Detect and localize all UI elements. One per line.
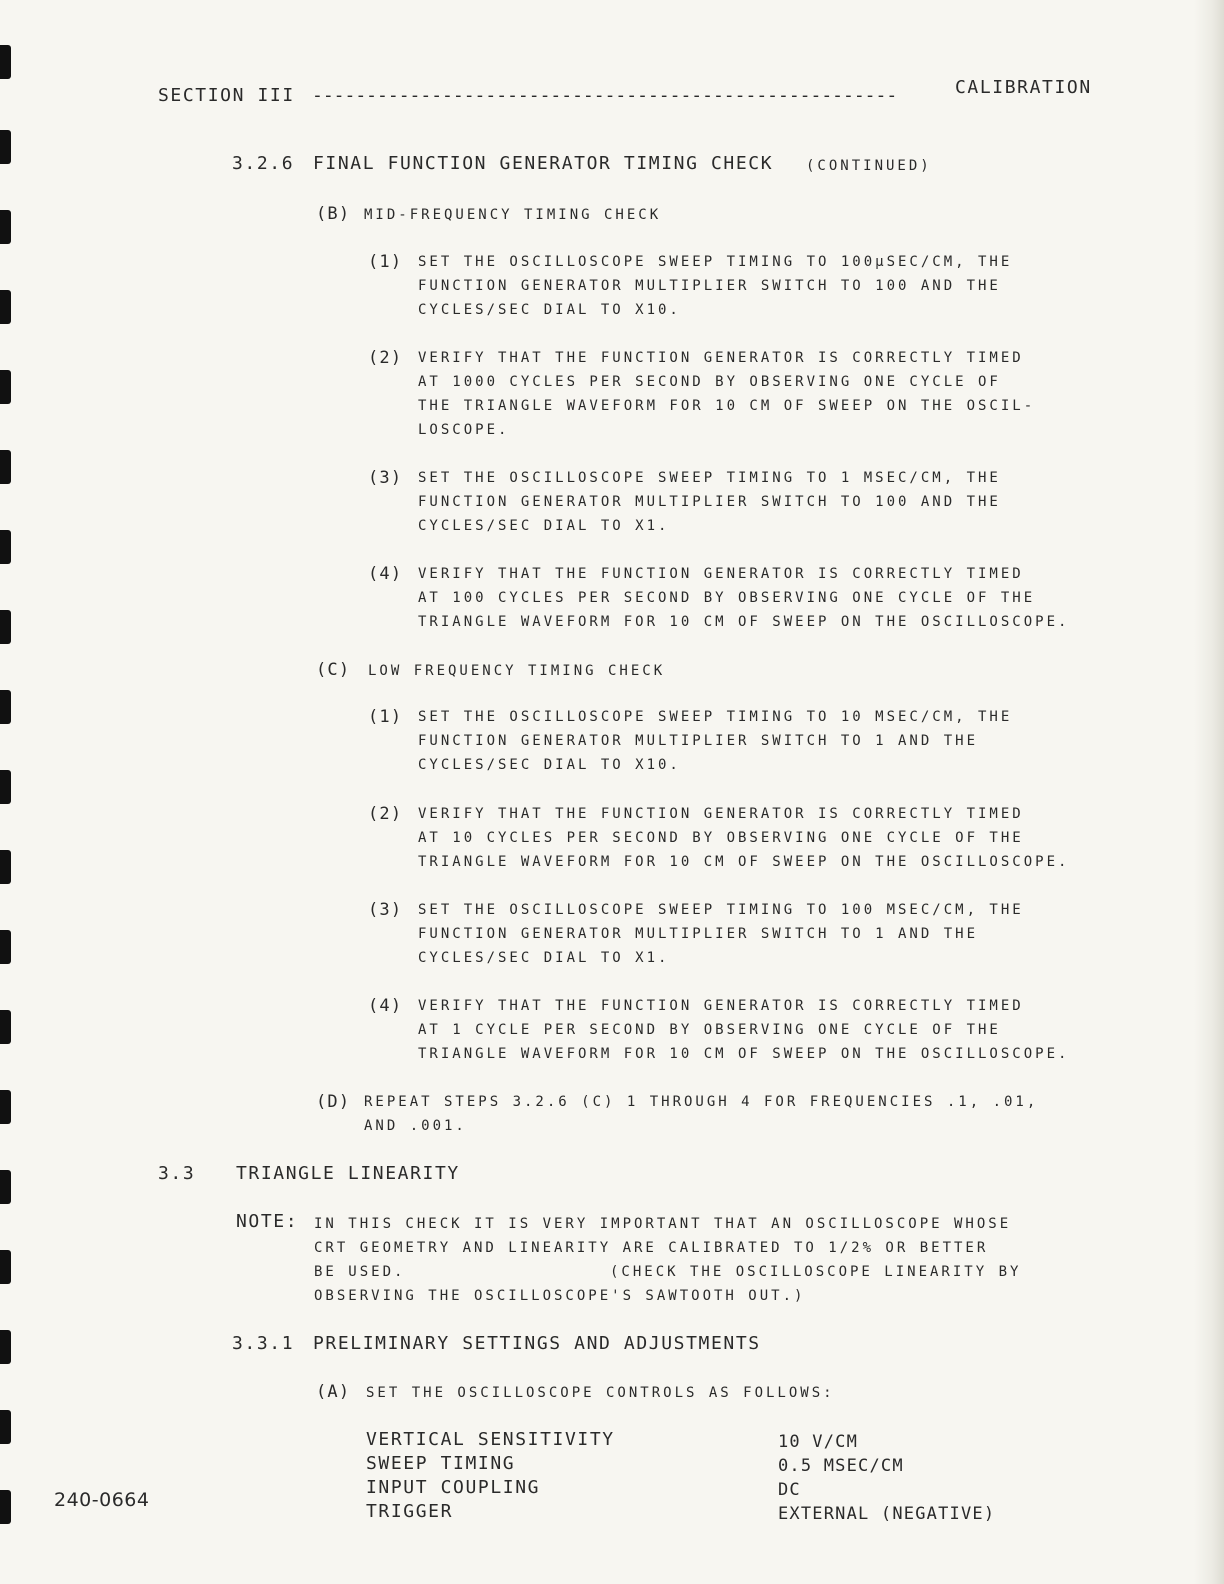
step-line: FUNCTION GENERATOR MULTIPLIER SWITCH TO 100 AND THE (418, 278, 1001, 294)
setting-value: DC (778, 1480, 801, 1500)
section-label: SECTION III (158, 85, 295, 106)
note-line: OBSERVING THE OSCILLOSCOPE'S SAWTOOTH OUT.) (314, 1288, 806, 1304)
punch-mark (0, 770, 11, 804)
punch-mark (0, 1010, 11, 1044)
punch-mark (0, 130, 11, 164)
step-line: VERIFY THAT THE FUNCTION GENERATOR IS CORRECTLY TIMED (418, 566, 1024, 582)
step-number: (4) (368, 996, 403, 1016)
note-line: CRT GEOMETRY AND LINEARITY ARE CALIBRATED TO 1/2% OR BETTER (314, 1240, 989, 1256)
note-line: IN THIS CHECK IT IS VERY IMPORTANT THAT AN OSCILLOSCOPE WHOSE (314, 1216, 1012, 1232)
punch-mark (0, 45, 11, 79)
step-number: (4) (368, 564, 403, 584)
punch-mark (0, 1170, 11, 1204)
punch-mark (0, 210, 11, 244)
step-number: (1) (368, 252, 403, 272)
step-number: (3) (368, 468, 403, 488)
step-line: SET THE OSCILLOSCOPE SWEEP TIMING TO 10 MSEC/CM, THE (418, 709, 1013, 725)
section-title: CALIBRATION (955, 77, 1092, 98)
step-line: FUNCTION GENERATOR MULTIPLIER SWITCH TO 1 AND THE (418, 926, 979, 942)
setting-name: TRIGGER (366, 1501, 454, 1522)
punch-mark (0, 450, 11, 484)
section-heading-3-3-1: PRELIMINARY SETTINGS AND ADJUSTMENTS (313, 1333, 761, 1354)
step-line: SET THE OSCILLOSCOPE SWEEP TIMING TO 100µSEC/CM, THE (418, 254, 1013, 270)
step-line: VERIFY THAT THE FUNCTION GENERATOR IS CORRECTLY TIMED (418, 350, 1024, 366)
step-line: SET THE OSCILLOSCOPE SWEEP TIMING TO 100 MSEC/CM, THE (418, 902, 1024, 918)
section-heading-3-3: TRIANGLE LINEARITY (236, 1163, 460, 1184)
subsection-label-d: (D) (316, 1092, 351, 1112)
note-line: (CHECK THE OSCILLOSCOPE LINEARITY BY (610, 1264, 1022, 1280)
subsection-text-a: SET THE OSCILLOSCOPE CONTROLS AS FOLLOWS: (366, 1385, 835, 1401)
punch-mark (0, 1250, 11, 1284)
punch-mark (0, 1410, 11, 1444)
step-line: THE TRIANGLE WAVEFORM FOR 10 CM OF SWEEP ON THE OSCIL- (418, 398, 1036, 414)
continued-note: (CONTINUED) (806, 158, 932, 174)
punch-mark (0, 370, 11, 404)
subsection-label-a: (A) (316, 1382, 351, 1402)
repeat-line: REPEAT STEPS 3.2.6 (C) 1 THROUGH 4 FOR FREQUENCIES .1, .01, (364, 1094, 1039, 1110)
punch-mark (0, 290, 11, 324)
note-line: BE USED. (314, 1264, 406, 1280)
step-line: LOSCOPE. (418, 422, 510, 438)
section-heading-3-2-6: FINAL FUNCTION GENERATOR TIMING CHECK (313, 153, 774, 174)
section-number-3-2-6: 3.2.6 (232, 153, 295, 174)
subsection-label-b: (B) (316, 204, 351, 224)
step-line: VERIFY THAT THE FUNCTION GENERATOR IS CORRECTLY TIMED (418, 998, 1024, 1014)
step-line: CYCLES/SEC DIAL TO X10. (418, 757, 681, 773)
punch-mark (0, 1490, 11, 1524)
punch-mark (0, 690, 11, 724)
step-number: (2) (368, 804, 403, 824)
setting-value: 0.5 MSEC/CM (778, 1456, 904, 1476)
step-number: (1) (368, 707, 403, 727)
document-number: 240-0664 (54, 1489, 150, 1511)
step-line: AT 100 CYCLES PER SECOND BY OBSERVING ONE CYCLE OF THE (418, 590, 1036, 606)
subsection-label-c: (C) (316, 660, 351, 680)
step-line: FUNCTION GENERATOR MULTIPLIER SWITCH TO 100 AND THE (418, 494, 1001, 510)
page-edge-shadow (1194, 0, 1224, 1584)
step-line: SET THE OSCILLOSCOPE SWEEP TIMING TO 1 MSEC/CM, THE (418, 470, 1001, 486)
punch-mark (0, 610, 11, 644)
punch-mark (0, 530, 11, 564)
step-line: AT 1 CYCLE PER SECOND BY OBSERVING ONE CYCLE OF THE (418, 1022, 1001, 1038)
setting-name: SWEEP TIMING (366, 1453, 516, 1474)
step-line: FUNCTION GENERATOR MULTIPLIER SWITCH TO 1 AND THE (418, 733, 979, 749)
note-label: NOTE: (236, 1211, 299, 1232)
punch-mark (0, 1090, 11, 1124)
step-number: (2) (368, 348, 403, 368)
punch-mark (0, 1330, 11, 1364)
punch-mark (0, 930, 11, 964)
step-line: TRIANGLE WAVEFORM FOR 10 CM OF SWEEP ON THE OSCILLOSCOPE. (418, 614, 1070, 630)
punch-mark (0, 850, 11, 884)
setting-value: 10 V/CM (778, 1432, 859, 1452)
step-line: TRIANGLE WAVEFORM FOR 10 CM OF SWEEP ON THE OSCILLOSCOPE. (418, 854, 1070, 870)
setting-value: EXTERNAL (NEGATIVE) (778, 1504, 996, 1524)
section-number-3-3: 3.3 (158, 1163, 196, 1184)
step-line: CYCLES/SEC DIAL TO X1. (418, 518, 670, 534)
section-number-3-3-1: 3.3.1 (232, 1333, 295, 1354)
subsection-title-b: MID-FREQUENCY TIMING CHECK (364, 207, 662, 223)
subsection-title-c: LOW FREQUENCY TIMING CHECK (368, 663, 666, 679)
step-line: CYCLES/SEC DIAL TO X10. (418, 302, 681, 318)
step-line: TRIANGLE WAVEFORM FOR 10 CM OF SWEEP ON THE OSCILLOSCOPE. (418, 1046, 1070, 1062)
setting-name: VERTICAL SENSITIVITY (366, 1429, 615, 1450)
step-line: CYCLES/SEC DIAL TO X1. (418, 950, 670, 966)
repeat-line: AND .001. (364, 1118, 467, 1134)
step-number: (3) (368, 900, 403, 920)
setting-name: INPUT COUPLING (366, 1477, 541, 1498)
step-line: VERIFY THAT THE FUNCTION GENERATOR IS CORRECTLY TIMED (418, 806, 1024, 822)
step-line: AT 1000 CYCLES PER SECOND BY OBSERVING ONE CYCLE OF (418, 374, 1001, 390)
step-line: AT 10 CYCLES PER SECOND BY OBSERVING ONE CYCLE OF THE (418, 830, 1024, 846)
header-dash-rule: ------------------------------------------------------ (312, 85, 898, 106)
